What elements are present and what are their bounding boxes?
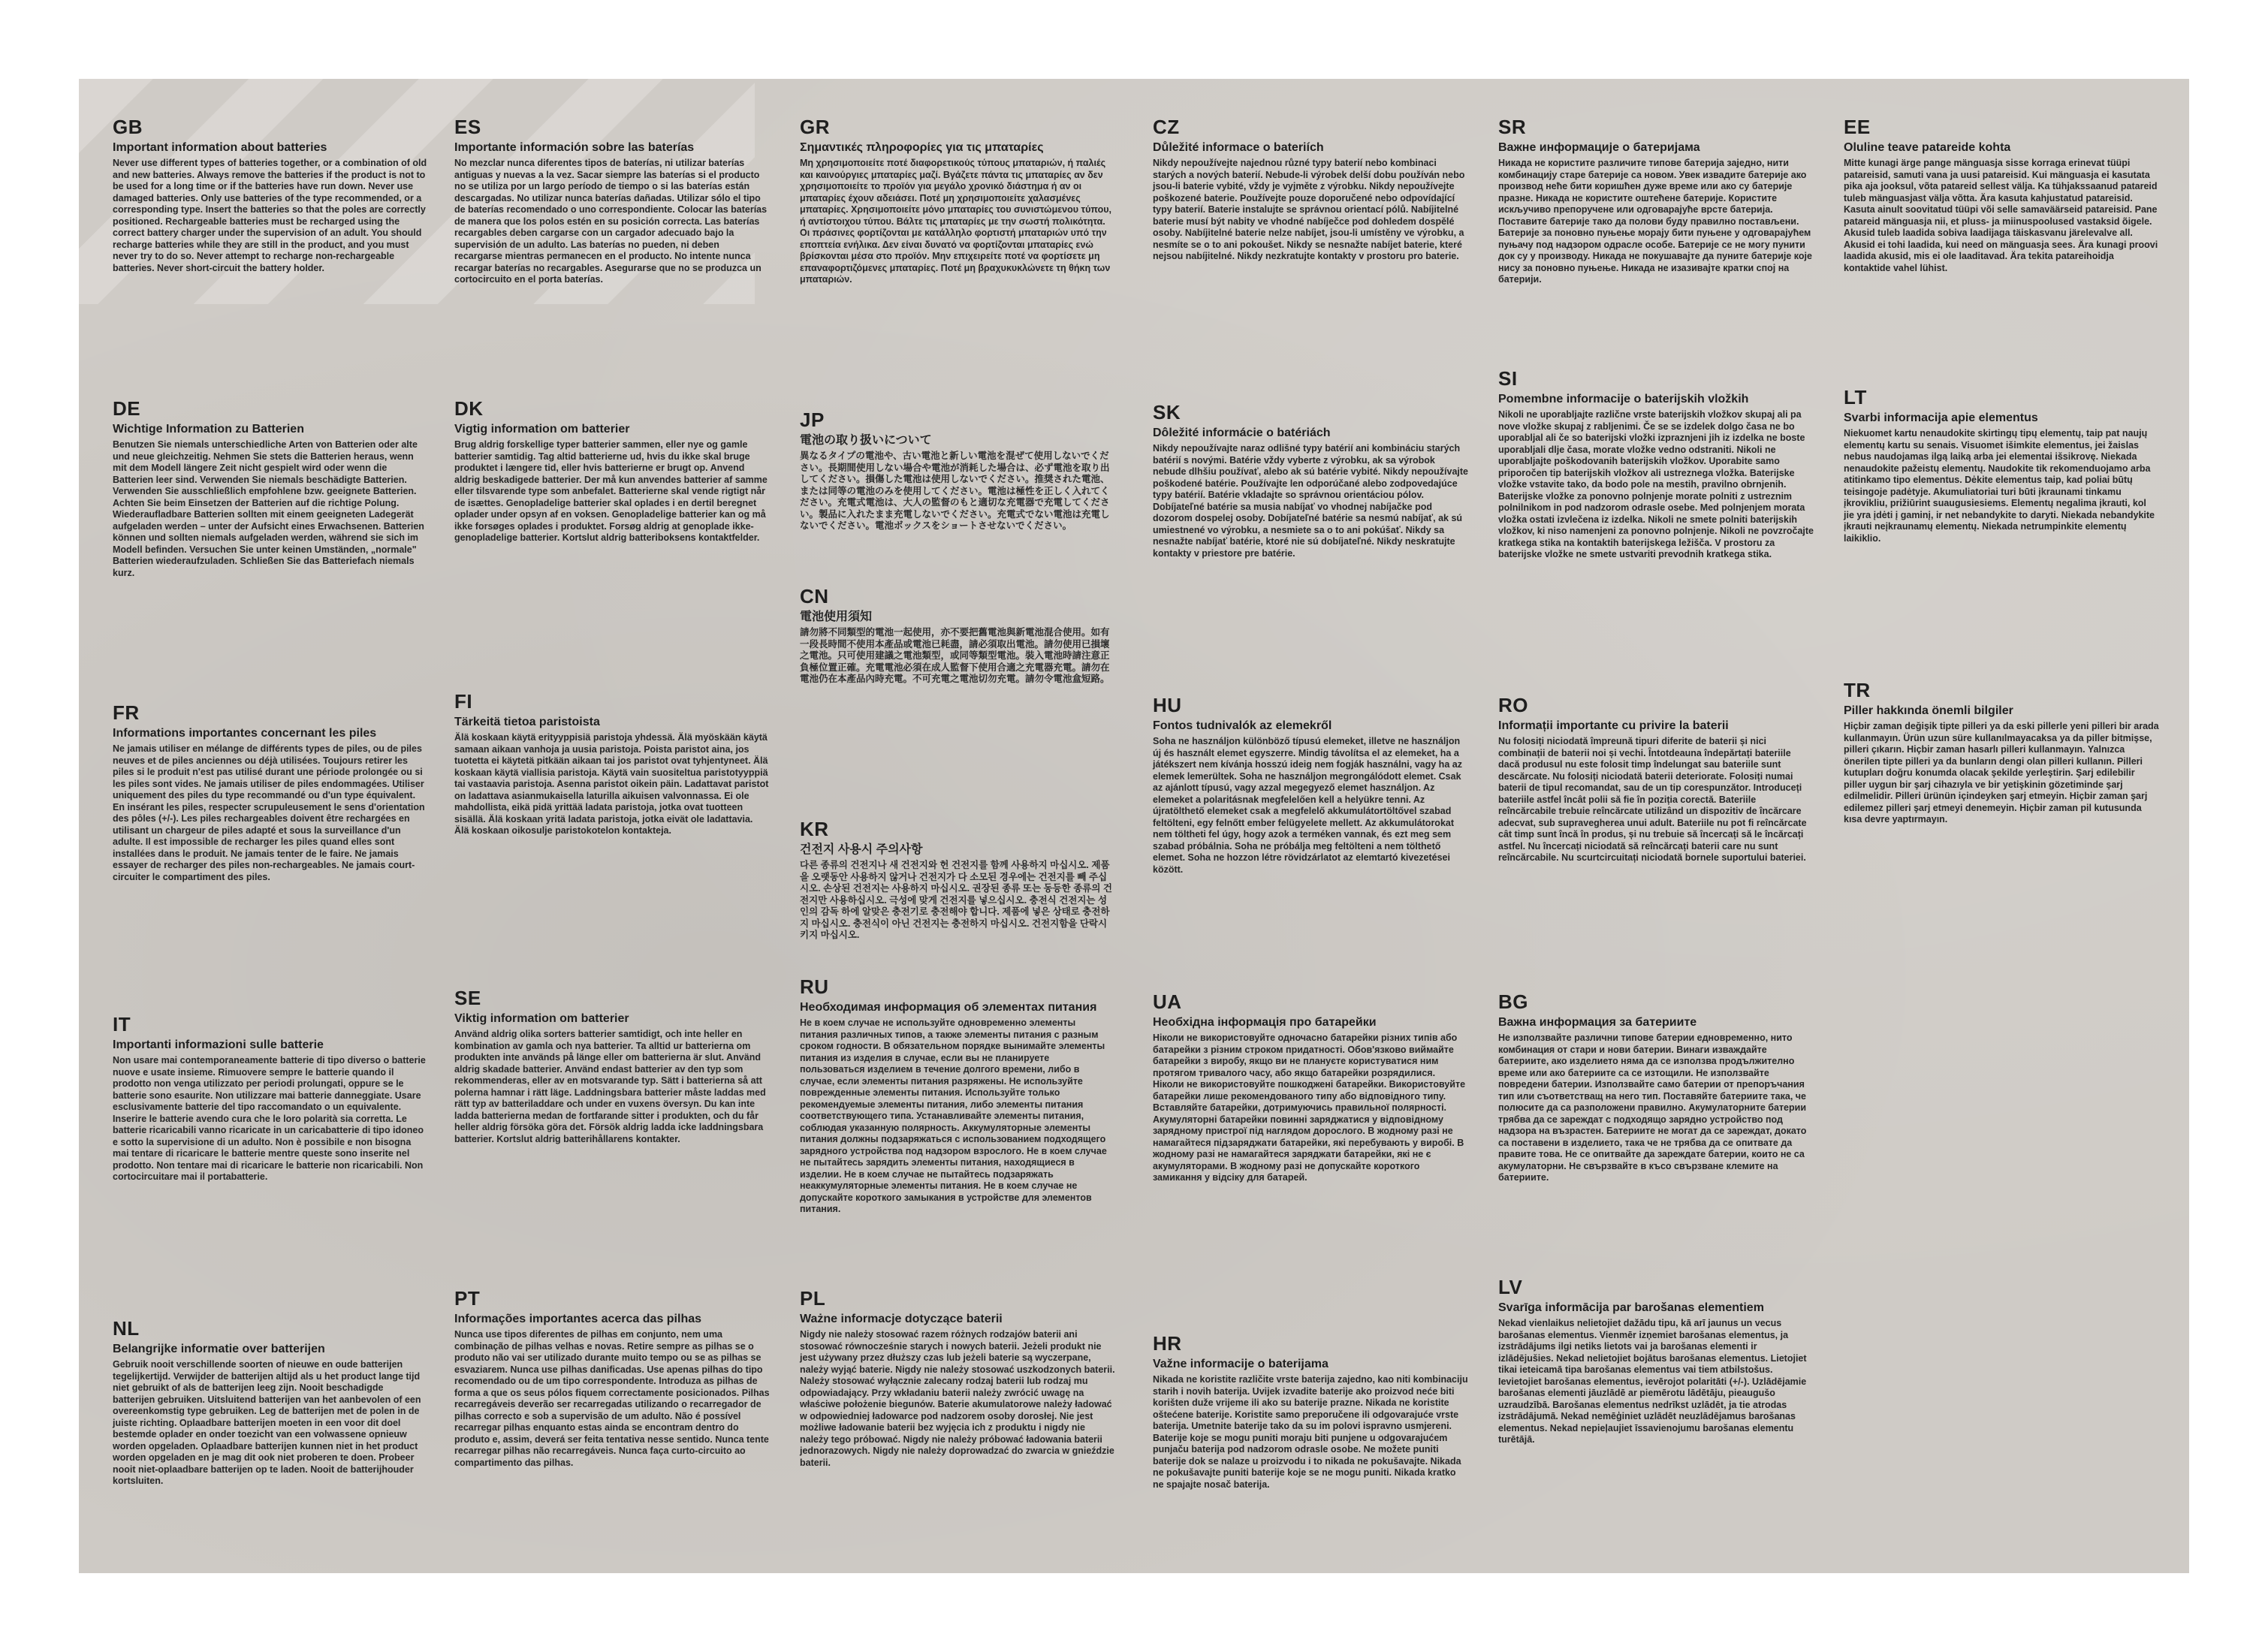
section-body: Не в коем случае не используйте одновременно элементы питания различных типов, а также элементы питания с разным сроком годности. В обязательном порядке вынимайте элементы питания из изделия в случае, если вы не планируете пользоваться изделием в течение долгого времени, либо в случае, если элементы питания разряжены. Не используйте поврежденные элементы питания. Используйте только рекомендуемые элементы питания, либо элементы питания соответствующего типа. Устанавливайте элементы питания, соблюдая указанную полярность. Аккумуляторные элементы питания должны подзаряжаться с использованием подходящего зарядного устройства под надзором взрослого. Не в коем случае не пытайтесь зарядить элементы питания, находящиеся в изделии. Не в коем случае не пытайтесь подзаряжать неаккумуляторные элементы питания. Не в коем случае не допускайте короткого замыкания в устройстве для элементов питания. — [800, 1017, 1107, 1214]
column-5 — [1498, 79, 1814, 1573]
section-body: Ne jamais utiliser en mélange de différents types de piles, ou de piles neuves et de piles anciennes ou déjà utilisées. Toujours retirer les piles si le produit n'est pas utilisé durant une période prolongée ou si les piles sont vides. Ne jamais utiliser de piles endommagées. Utiliser uniquement des piles du type recommandé ou d'un type équivalent. En insérant les piles, respecter scrupuleusement le sens d'orientation des pôles (+/-). Les piles rechargeables doivent être rechargées en utilisant un chargeur de piles adapté et sous la surveillance d'un adulte. Il est impossible de recharger les piles quand elles sont installées dans le produit. Ne jamais tenter de le faire. Ne jamais essayer de recharger des piles non-rechargeables. Ne jamais court-circuiter le compartiment des piles. — [113, 743, 425, 882]
section-kr — [800, 818, 1115, 942]
section-body: 異なるタイプの電池や、古い電池と新しい電池を混ぜて使用しないでください。長期間使用しない場合や電池が消耗した場合は、必ず電池を取り出してください。損傷した電池は使用しないでください。推奨された電池、または同等の電池のみを使用してください。電池は極性を正しく入れてください。充電式電池は、大人の監督のもと適切な充電器で充電してください。製品に入れたまま充電しないでください。充電式でない電池は充電しないでください。電池ボックスをショートさせないでください。 — [800, 451, 1110, 531]
section-fi — [454, 691, 770, 837]
column-2 — [454, 79, 770, 1573]
section-body: Mitte kunagi ärge pange mänguasja sisse korraga erinevat tüüpi patareisid, samuti vana ja uusi patareisid. Kui mänguasja ei kasutata pika aja jooksul, võta patareid sellest välja. Ka tühjakssaanud patareid tuleb mänguasjast välja võtta. Ära kasuta kahjustatud patareisid. Kasuta ainult soovitatud tüüpi või selle samaväärseid patareisid. Pane patareid mänguasja nii, et pluss- ja miinuspoolused vastaksid õigele. Akusid tuleb laadida sobiva laadijaga täiskasvanu järelevalve all. Akusid ei tohi laadida, kui need on mänguasja sees. Ära kunagi proovi laadida akusid, mis ei ole laaditavad. Ära tekita patareihoidja kontaktide vahel lühist. — [1844, 158, 2158, 273]
section-ru — [800, 976, 1115, 1216]
section-sk — [1153, 402, 1468, 559]
language-code: NL — [113, 1317, 140, 1340]
section-fr — [113, 702, 428, 883]
section-body: Nikada ne koristite različite vrste baterija zajedno, kao niti kombinaciju starih i novih baterija. Uvijek izvadite baterije ako proizvod neće biti korišten duže vrijeme ili ako su baterije prazne. Nikada ne koristite oštećene baterije. Koristite samo preporučene ili odgovarajuće vrste baterija. Umetnite baterije tako da su im polovi ispravno usmjereni. Baterije koje se mogu puniti moraju biti punjene u odgovarajućem punjaču baterija pod nadzorom odrasle osobe. Ne možete puniti baterije dok se nalaze u proizvodu i to nikada ne pokušavajte. Nikada ne pokušavajte puniti baterije koje se ne mogu puniti. Nikada kratko ne spajajte nosač baterija. — [1153, 1374, 1468, 1490]
language-code: DK — [454, 397, 484, 420]
section-title: 건전지 사용시 주의사항 — [800, 843, 923, 856]
section-title: Importanti informazioni sulle batterie — [113, 1039, 324, 1051]
language-code: KR — [800, 818, 829, 840]
section-body: Hiçbir zaman değişik tipte pilleri ya da eski pillerle yeni pilleri bir arada kullanmayın. Ürün uzun süre kullanılmayacaksa ya da piller bitmişse, pilleri çıkarın. Hiçbir zaman hasarlı pilleri kullanmayın. Yalnızca önerilen tipte pilleri ya da bunların dengi olan pilleri kullanın. Pilleri kutupları doğru konumda olacak şekilde yerleştirin. Şarj edilebilir piller uygun bir şarj cihazıyla ve bir yetişkinin gözetiminde şarj edilmelidir. Pilleri ürünün içindeyken şarj etmeyin. Hiçbir zaman şarj edilemez pilleri şarj etmeyi denemeyin. Hiçbir zaman pil kutusunda kısa devre yaptırmayın. — [1844, 721, 2159, 824]
section-body: No mezclar nunca diferentes tipos de baterías, ni utilizar baterías antiguas y nuevas a la vez. Sacar siempre las baterías si el producto no se utiliza por un largo período de tiempo o si las baterías están descargadas. No utilizar nunca baterías dañadas. Utilizar sólo el tipo de baterías recomendado o uno correspondiente. Colocar las baterías de manera que los polos estén en su posición correcta. Las baterías recargables deben cargarse con un cargador adecuado bajo la supervisión de un adulto. Las baterías no pueden, ni deben recargarse mientras permanecen en el producto. No intente nunca recargar baterías no recargables. Asegurarse que no se produzca un cortocircuito en el porta baterías. — [454, 158, 768, 285]
section-body: 다른 종류의 건전지나 새 건전지와 헌 건전지를 함께 사용하지 마십시오. 제품을 오랫동안 사용하지 않거나 건전지가 다 소모된 경우에는 건전지를 빼 주십시오. 손상된 건전지는 사용하지 마십시오. 권장된 종류 또는 동등한 종류의 건전지만 사용하십시오. 극성에 맞게 건전지를 넣으십시오. 충전식 건전지는 성인의 감독 하에 알맞은 충전기로 충전해야 합니다. 제품에 넣은 상태로 충전하지 마십시오. 충전식이 아닌 건전지는 충전하지 마십시오. 건전지함을 단락시키지 마십시오. — [800, 860, 1113, 940]
language-code: HR — [1153, 1332, 1182, 1355]
section-ro — [1498, 695, 1814, 864]
section-title: Σημαντικές πληροφορίες για τις μπαταρίες — [800, 141, 1044, 154]
section-title: Pomembne informacije o baterijskih vložkih — [1498, 393, 1749, 405]
language-code: RU — [800, 975, 829, 998]
language-code: TR — [1844, 679, 1871, 701]
section-dk — [454, 398, 770, 544]
language-code: BG — [1498, 990, 1528, 1013]
column-4 — [1153, 79, 1468, 1573]
section-body: Never use different types of batteries together, or a combination of old and new batteries. Always remove the batteries if the product is not to be used for a long time or if the batteries have run down. Never use damaged batteries. Only use batteries of the type recommended, or a corresponding type. Insert the batteries so that the poles are correctly positioned. Rechargeable batteries must be recharged using the correct battery charger under the supervision of an adult. You should recharge batteries while they are still in the product, and you must never try to do so. Never attempt to recharge non-rechargeable batteries. Never short-circuit the battery holder. — [113, 158, 427, 273]
section-body: Niekuomet kartu nenaudokite skirtingų tipų elementų, taip pat naujų elementų kartu su senais. Visuomet išimkite elementus, jei žaislas nebus naudojamas ilgą laiką arba jei elementai išsikrovę. Niekada nenaudokite pažeistų elementų. Naudokite tik rekomenduojamo arba atitinkamo tipo elementus. Dėkite elementus taip, kad poliai būtų teisingoje padėtyje. Akumuliatoriai turi būti įkraunami tinkamu įkrovikliu, prižiūrint suaugusiesiems. Elementų negalima įkrauti, kol jie yra įdėti į gaminį, ir net nebandykite to daryti. Niekada nebandykite įkrauti neįkraunamų elementų. Niekada netrumpinkite elementų laikiklio. — [1844, 428, 2155, 544]
language-code: LV — [1498, 1276, 1523, 1298]
language-code: CN — [800, 585, 829, 607]
section-lt — [1844, 387, 2159, 544]
section-title: Informații importante cu privire la baterii — [1498, 719, 1729, 732]
section-se — [454, 987, 770, 1145]
section-title: Dôležité informácie o batériách — [1153, 427, 1331, 439]
section-body: Не използвайте различни типове батерии едновременно, нито комбинация от стари и нови батерии. Винаги изваждайте батериите, ако изделието няма да се използва продължително време или ако батериите са се изтощили. Не използвайте повредени батерии. Използвайте само батерии от препоръчания тип или съответстващ на него тип. Поставяйте батериите така, че полюсите да са разположени правилно. Акумулаторните батерии трябва да се зареждат с подходящо зарядно устройство под надзора на възрастен. Батериите не могат да се зареждат, докато са поставени в изделието, така че не трябва да се опитвате да правите това. Не се опитвайте да зареждате батерии, които не са акумулаторни. Не свързвайте в късо свързване клемите на батериите. — [1498, 1032, 1807, 1183]
language-code: FI — [454, 690, 473, 713]
section-title: Ważne informacje dotyczące baterii — [800, 1313, 1003, 1325]
section-cz — [1153, 116, 1468, 263]
language-code: PT — [454, 1287, 481, 1310]
section-title: Informations importantes concernant les piles — [113, 727, 377, 740]
section-body: Använd aldrig olika sorters batterier samtidigt, och inte heller en kombination av gamla och nya batterier. Ta alltid ur batterierna om produkten inte används på länge eller om batterierna är slut. Använd aldrig skadade batterier. Använd endast batterier av den typ som rekommenderas, eller av en motsvarande typ. Sätt i batterierna så att polerna hamnar i rätt läge. Laddningsbara batterier måste laddas med rätt typ av batteriladdare och under en vuxens översyn. Du kan inte ladda batterierna medan de fortfarande sitter i produkten, och du får heller aldrig försöka göra det. Försök aldrig ladda icke laddningsbara batterier. Kortslut aldrig batterihållarens kontakter. — [454, 1029, 766, 1144]
language-code: ES — [454, 116, 481, 138]
section-body: Nunca use tipos diferentes de pilhas em conjunto, nem uma combinação de pilhas velhas e novas. Retire sempre as pilhas se o produto não vai ser utilizado durante muito tempo ou se as pilhas se esvaziarem. Nunca use pilhas danificadas. Use apenas pilhas do tipo recomendado ou de um tipo correspondente. Introduza as pilhas de forma a que os seus pólos fiquem correctamente posicionados. Pilhas recarregáveis deverão ser recarregadas utilizando o recarregador de pilhas correcto e sob a supervisão de um adulto. Não é possível recarregar pilhas enquanto estas ainda se encontram dentro do produto e, assim, deverá ser feita tentativa nesse sentido. Nunca tente recarregar pilhas não recarregáveis. Nunca faça curto-circuito ao compartimento das pilhas. — [454, 1329, 770, 1468]
language-code: RO — [1498, 694, 1528, 716]
section-body: Benutzen Sie niemals unterschiedliche Arten von Batterien oder alte und neue gleichzeitig. Nehmen Sie stets die Batterien heraus, wenn mit dem Modell längere Zeit nicht gespielt wird oder wenn die Batterien leer sind. Verwenden Sie niemals beschädigte Batterien. Verwenden Sie ausschließlich empfohlene bzw. geeignete Batterien. Achten Sie beim Einsetzen der Batterien auf die richtige Polung. Wiederaufladbare Batterien sollten mit einem geeigneten Ladegerät aufgeladen werden – unter der Aufsicht eines Erwachsenen. Batterien können und sollten niemals aufgeladen werden, während sie sich im Modell befinden. Versuchen Sie unter keinen Umständen, „normale" Batterien wiederaufzuladen. Schließen Sie das Batteriefach niemals kurz. — [113, 439, 424, 578]
section-sr — [1498, 116, 1814, 286]
section-lv — [1498, 1277, 1814, 1446]
section-de — [113, 398, 428, 579]
section-body: Nu folosiți niciodată împreună tipuri diferite de baterii și nici combinații de baterii noi și vechi. Întotdeauna îndepărtați bateriile dacă produsul nu este folosit timp îndelungat sau bateriile sunt descărcate. Nu folosiți niciodată baterii deteriorate. Folosiți numai baterii de tipul recomandat, sau de un tip corespunzător. Introduceți bateriile astfel încât polii să fie în poziția corectă. Bateriile reîncărcabile trebuie reîncărcate utilizând un dispozitiv de încărcare adecvat, sub supravegherea unui adult. Bateriile nu pot fi reîncărcate cât timp sunt încă în produs, și nu trebuie să încercați să le încărcați astfel. Nu încercați niciodată să reîncărcați baterii care nu sunt reîncărcabile. Nu scurtcircuitați niciodată bornele suportului bateriei. — [1498, 736, 1807, 863]
section-title: 電池の取り扱いについて — [800, 434, 932, 447]
section-title: Необходимая информация об элементах питания — [800, 1001, 1097, 1014]
section-tr — [1844, 680, 2159, 826]
section-title: Belangrijke informatie over batterijen — [113, 1343, 325, 1355]
section-nl — [113, 1318, 428, 1488]
language-code: FR — [113, 701, 140, 724]
language-code: DE — [113, 397, 141, 420]
section-si — [1498, 368, 1814, 561]
section-title: Viktig information om batterier — [454, 1012, 629, 1025]
section-title: Informações importantes acerca das pilhas — [454, 1313, 702, 1325]
section-jp — [800, 409, 1115, 532]
section-body: Älä koskaan käytä erityyppisiä paristoja yhdessä. Älä myöskään käytä samaan aikaan vanhoja ja uusia paristoja. Poista paristot aina, jos tuotetta ei käytetä pitkään aikaan tai jos paristot ovat tyhjentyneet. Älä koskaan käytä viallisia paristoja. Käytä vain suositeltua paristotyyppiä tai vastaavia paristoja. Asenna paristot oikein päin. Ladattavat paristot on ladattava asianmukaisella laturilla aikuisen valvonnassa. Ei ole mahdollista, eikä pidä yrittää ladata paristoja, jotka ovat tuotteen sisällä. Älä koskaan yritä ladata paristoja, jotka eivät ole ladattavia. Älä koskaan oikosulje paristokotelon kontakteja. — [454, 732, 769, 836]
battery-info-sheet — [79, 79, 2189, 1573]
section-title: Tärkeitä tietoa paristoista — [454, 716, 600, 728]
language-code: LT — [1844, 386, 1867, 408]
column-6 — [1844, 79, 2159, 1573]
section-title: Oluline teave patareide kohta — [1844, 141, 2011, 154]
section-pl — [800, 1288, 1115, 1469]
section-es — [454, 116, 770, 286]
section-bg — [1498, 991, 1814, 1184]
language-code: GR — [800, 116, 830, 138]
language-code: SR — [1498, 116, 1527, 138]
column-3 — [800, 79, 1115, 1573]
language-code: SK — [1153, 401, 1181, 424]
language-code: UA — [1153, 990, 1182, 1013]
language-code: CZ — [1153, 116, 1180, 138]
language-code: JP — [800, 408, 825, 431]
language-code: GB — [113, 116, 143, 138]
section-body: Nigdy nie należy stosować razem różnych rodzajów baterii ani stosować równocześnie starych i nowych baterii. Jeżeli produkt nie jest używany przez dłuższy czas lub jeżeli baterie są wyczerpane, należy wyjąć baterie. Nigdy nie należy stosować uszkodzonych baterii. Należy stosować wyłącznie zalecany rodzaj baterii lub rodzaj mu odpowiadający. Przy wkładaniu baterii należy zwrócić uwagę na właściwe położenie biegunów. Baterie akumulatorowe należy ładować w odpowiedniej ładowarce pod nadzorem osoby dorosłej. Nie jest możliwe ładowanie baterii bez wyjęcia ich z produktu i nigdy nie należy tego próbować. Nigdy nie należy próbować ładowania baterii jednorazowych. Nigdy nie należy doprowadzać do zwarcia w gnieździe baterii. — [800, 1329, 1115, 1468]
section-title: Необхідна інформація про батарейки — [1153, 1016, 1377, 1029]
section-ee — [1844, 116, 2159, 274]
section-body: Никада не користите различите типове батерија заједно, нити комбинацију старе батерије са новом. Увек извадите батерије ако производ неће бити коришћен дуже време или ако су батерије празне. Никада не користите оштећене батерије. Користите искључиво препоручене или одговарајуће врсте батерија. Поставите батерије тако да полови буду правилно постављени. Батерије за поновно пуњење морају бити пуњене у одговарајућем пуњачу под надзором одрасле особе. Батерије се не могу пунити док су у производу. Никада не покушавајте да пуните батерије које нису за поновно пуњење. Никада не изазивајте кратки спој на батерији. — [1498, 158, 1812, 285]
section-body: Brug aldrig forskellige typer batterier sammen, eller nye og gamle batterier samtidig. Tag altid batterierne ud, hvis du ikke skal bruge produktet i længere tid, eller hvis batterierne er brugt op. Anvend aldrig beskadigede batterier. Der må kun anvendes batterier af samme eller tilsvarende type som anbefalet. Batterierne skal vende rigtigt når de isættes. Genopladelige batterier skal oplades i en dertil beregnet oplader under opsyn af en voksen. Genopladelige batterier kan og må ikke forsøges oplades i produktet. Forsøg aldrig at genoplade ikke-genopladelige batterier. Kortslut aldrig batteriboksens kontaktfelder. — [454, 439, 768, 543]
section-title: Важна информация за батериите — [1498, 1016, 1697, 1029]
section-title: Fontos tudnivalók az elemekről — [1153, 719, 1332, 732]
section-cn — [800, 586, 1115, 686]
language-code: IT — [113, 1013, 131, 1036]
section-title: Important information about batteries — [113, 141, 327, 154]
section-title: Vigtig information om batterier — [454, 423, 630, 436]
section-body: Nikdy nepoužívejte najednou různé typy baterií nebo kombinaci starých a nových baterií. Nebude-li výrobek delší dobu používán nebo jsou-li baterie vybité, vždy je vyjměte z výrobku. Nikdy nepoužívejte poškozené baterie. Používejte pouze doporučené nebo odpovídající typy baterií. Baterie instalujte se správnou orientací pólů. Nabíjitelné baterie musí být nabity ve vhodné nabíječce pod dohledem dospělé osoby. Nabíjitelné baterie nelze nabíjet, jsou-li umístěny ve výrobku, a nesmíte se o to ani pokoušet. Nikdy se nesnažte nabíjet baterie, které nejsou nabíjitelné. Nikdy nezkratujte kontakty v prostoru pro baterie. — [1153, 158, 1465, 261]
section-gr — [800, 116, 1115, 286]
language-code: HU — [1153, 694, 1182, 716]
column-1 — [113, 79, 428, 1573]
section-body: Nikdy nepoužívajte naraz odlišné typy batérií ani kombináciu starých batérií s novými. Batérie vždy vyberte z výrobku, ak sa výrobok nebude dlhšiu používať, alebo ak sú batérie vybité. Nikdy nepoužívajte poškodené batérie. Používajte len odporúčané alebo zodpovedajúce typy batérií. Batérie vkladajte so správnou orientáciou pólov. Dobíjateľné batérie sa musia nabíjať vo vhodnej nabíjačke pod dozorom dospelej osoby. Dobíjateľné batérie sa nesmú nabíjať, ak sú umiestnené vo výrobku, a nesmiete sa o to ani pokúšať. Nikdy sa nesnažte nabíjať batérie, ktoré nie sú dobíjateľné. Nikdy neskratujte kontakty v priestore pre batérie. — [1153, 443, 1468, 559]
section-hu — [1153, 695, 1468, 876]
section-body: Ніколи не використовуйте одночасно батарейки різних типів або батарейки з різним строком придатності. Обов'язково виймайте батарейки з виробу, якщо ви не плануєте користуватися ним протягом тривалого часу, або якщо батарейки розрядилися. Ніколи не використовуйте пошкоджені батарейки. Використовуйте батарейки лише рекомендованого типу або відповідного типу. Вставляйте батарейки, дотримуючись правильної полярності. Акумуляторні батарейки повинні заряджатися у відповідному зарядному пристрої під наглядом дорослого. В жодному разі не намагайтеся підзаряджати батарейки, які перебувають у виробі. В жодному разі не намагайтеся заряджати батарейки, які не є акумуляторами. В жодному разі не допускайте короткого замикання у відсіку для батарей. — [1153, 1032, 1466, 1183]
section-gb — [113, 116, 428, 274]
section-body: 請勿將不同類型的電池一起使用，亦不要把舊電池與新電池混合使用。如有一段長時間不使用本產品或電池已耗盡，請必須取出電池。請勿使用已損壞之電池。只可使用建議之電池類型，或同等類型電池。裝入電池時請注意正負極位置正確。充電電池必須在成人監督下使用合適之充電器充電。請勿在電池仍在本產品內時充電。不可充電之電池切勿充電。請勿令電池盒短路。 — [800, 627, 1110, 684]
language-code: SI — [1498, 367, 1518, 390]
section-title: Važne informacije o baterijama — [1153, 1358, 1329, 1370]
section-title: Wichtige Information zu Batterien — [113, 423, 304, 436]
language-code: EE — [1844, 116, 1871, 138]
section-body: Nekad vienlaikus nelietojiet dažādu tipu, kā arī jaunus un vecus barošanas elementus. Vienmēr izņemiet barošanas elementus, ja izstrādājums ilgi netiks lietots vai ja barošanas elementi ir izlādējušies. Nekad nelietojiet bojātus barošanas elementus. Lietojiet tikai ieteicamā tipa barošanas elementus vai tiem atbilstošus. Ievietojiet barošanas elementus, ievērojot polaritāti (+/-). Uzlādējamie barošanas elementi jāuzlādē ar piemērotu lādētāju, pieaugušo uzraudzībā. Barošanas elementus nedrīkst uzlādēt, ja tie atrodas izstrādājumā. Nekad nemēģiniet uzlādēt neuzlādējamus barošanas elementus. Nekad nepieļaujiet īssavienojumu barošanas elementu turētājā. — [1498, 1318, 1807, 1445]
section-body: Nikoli ne uporabljajte različne vrste baterijskih vložkov skupaj ali pa nove vložke skupaj z rabljenimi. Če se se izdelek dolgo časa ne bo uporabljal ali če so baterijski vložki izpraznjeni jih iz izdelka ne boste uporabljali dlje časa, morate vložke vedno odstraniti. Nikoli ne uporabljajte poškodovanih baterijskih vložkov. Uporabite samo priporočen tip baterijskih vložkov ali ustreznega vložka. Baterijske vložke vstavite tako, da bodo pole na mestih, pravilno obrnjenih. Baterijske vložke za ponovno polnjenje morate polniti z ustreznim polnilnikom in pod nadzorom odrasle osebe. Med polnjenjem morata vložka ostati izvlečena iz izdelka. Nikoli ne smete polniti baterijskih vložkov, ki niso namenjeni za ponovno polnjenje. Nikoli ne povzročajte kratkega stika na kontaktih baterijskega ležišča. V prostoru za baterijske vložke ne smete ustvariti prevodnih kratkega stika. — [1498, 409, 1814, 559]
section-it — [113, 1014, 428, 1183]
section-title: 電池使用須知 — [800, 610, 873, 623]
section-body: Μη χρησιμοποιείτε ποτέ διαφορετικούς τύπους μπαταριών, ή παλιές και καινούργιες μπαταρίες μαζί. Βγάζετε πάντα τις μπαταρίες αν δεν χρησιμοποιείτε το προϊόν για μεγάλο χρονικό διάστημα ή αν οι μπαταρίες έχουν αδειάσει. Ποτέ μη χρησιμοποιείτε χαλασμένες μπαταρίες. Χρησιμοποιείτε μόνο μπαταρίες του συνιστώμενου τύπου, ή αντίστοιχου τύπου. Βάλτε τις μπαταρίες με την σωστή πολικότητα. Οι πράσινες φορτίζονται με κατάλληλο φορτιστή μπαταριών υπό την εποπτεία ενήλικα. Δεν είναι δυνατό να φορτίζονται μπαταρίες ενώ βρίσκονται μέσα στο προϊόν. Μην επιχειρείτε ποτέ να φορτίσετε μη επαναφορτιζόμενες μπαταρίες. Ποτέ μη βραχυκυκλώνετε τη θήκη των μπαταριών. — [800, 158, 1111, 285]
section-title: Svarīga informācija par barošanas elementiem — [1498, 1301, 1764, 1314]
language-code: PL — [800, 1287, 826, 1310]
section-title: Важне информације о батеријама — [1498, 141, 1700, 154]
section-title: Důležité informace o bateriích — [1153, 141, 1324, 154]
section-body: Soha ne használjon különböző típusú elemeket, illetve ne használjon új és használt elemet egyszerre. Mindig távolítsa el az elemeket, ha a játékszert nem kívánja hosszú ideig nem fogják használni, vagy ha az elemek lemerültek. Soha ne használjon megrongálódott elemet. Csak az ajánlott típusú, vagy azzal megegyező elemet használjon. Az elemeket a polaritásnak megfelelően kell a helyükre tenni. Az újratölthető elemeket csak a megfelelő akkumulátortöltővel szabad feltölteni, egy felnőtt ember felügyelete mellett. Az akkumulátorokat nem töltheti fel úgy, hogy azok a terméken vannak, és ezt meg sem szabad próbálnia. Soha ne próbálja meg feltölteni a nem tölthető elemet. Soha ne hozzon létre rövidzárlatot az elemtartó kivezetései között. — [1153, 736, 1462, 875]
language-code: SE — [454, 987, 481, 1009]
section-title: Importante información sobre las baterías — [454, 141, 695, 154]
section-body: Gebruik nooit verschillende soorten of nieuwe en oude batterijen tegelijkertijd. Verwijder de batterijen altijd als u het product lange tijd niet gebruikt of als de batterijen leeg zijn. Nooit beschadigde batterijen gebruiken. Uitsluitend batterijen van het aanbevolen of een overeenkomstig type gebruiken. Leg de batterijen met de polen in de juiste richting. Oplaadbare batterijen moeten in een voor dit doel bestemde oplader en onder toezicht van een volwassene opnieuw worden opgeladen. Oplaadbare batterijen kunnen niet in het product worden opgeladen en je mag dit ook niet proberen te doen. Probeer nooit niet-oplaadbare batterijen op te laden. Nooit de batterijhouder kortsluiten. — [113, 1359, 421, 1486]
section-ua — [1153, 991, 1468, 1184]
section-hr — [1153, 1333, 1468, 1491]
section-title: Svarbi informacija apie elementus — [1844, 411, 2038, 424]
section-body: Non usare mai contemporaneamente batterie di tipo diverso o batterie nuove e usate insieme. Rimuovere sempre le batterie quando il prodotto non venga utilizzato per periodi prolungati, oppure se le batterie sono esaurite. Non utilizzare mai batterie danneggiate. Usare esclusivamente batterie del tipo raccomandato o un equivalente. Inserire le batterie avendo cura che le loro polarità sia corretta. Le batterie ricaricabili vanno ricaricate in un caricabatterie di tipo idoneo e sotto la supervisione di un adulto. Non è possibile e non bisogna mai tentare di ricaricare le batterie mentre queste sono inserite nel prodotto. Non tentare mai di ricaricare le batterie non ricaricabili. Non cortocircuitare mai il portabatterie. — [113, 1055, 426, 1182]
section-title: Piller hakkında önemli bilgiler — [1844, 704, 2013, 717]
section-pt — [454, 1288, 770, 1469]
